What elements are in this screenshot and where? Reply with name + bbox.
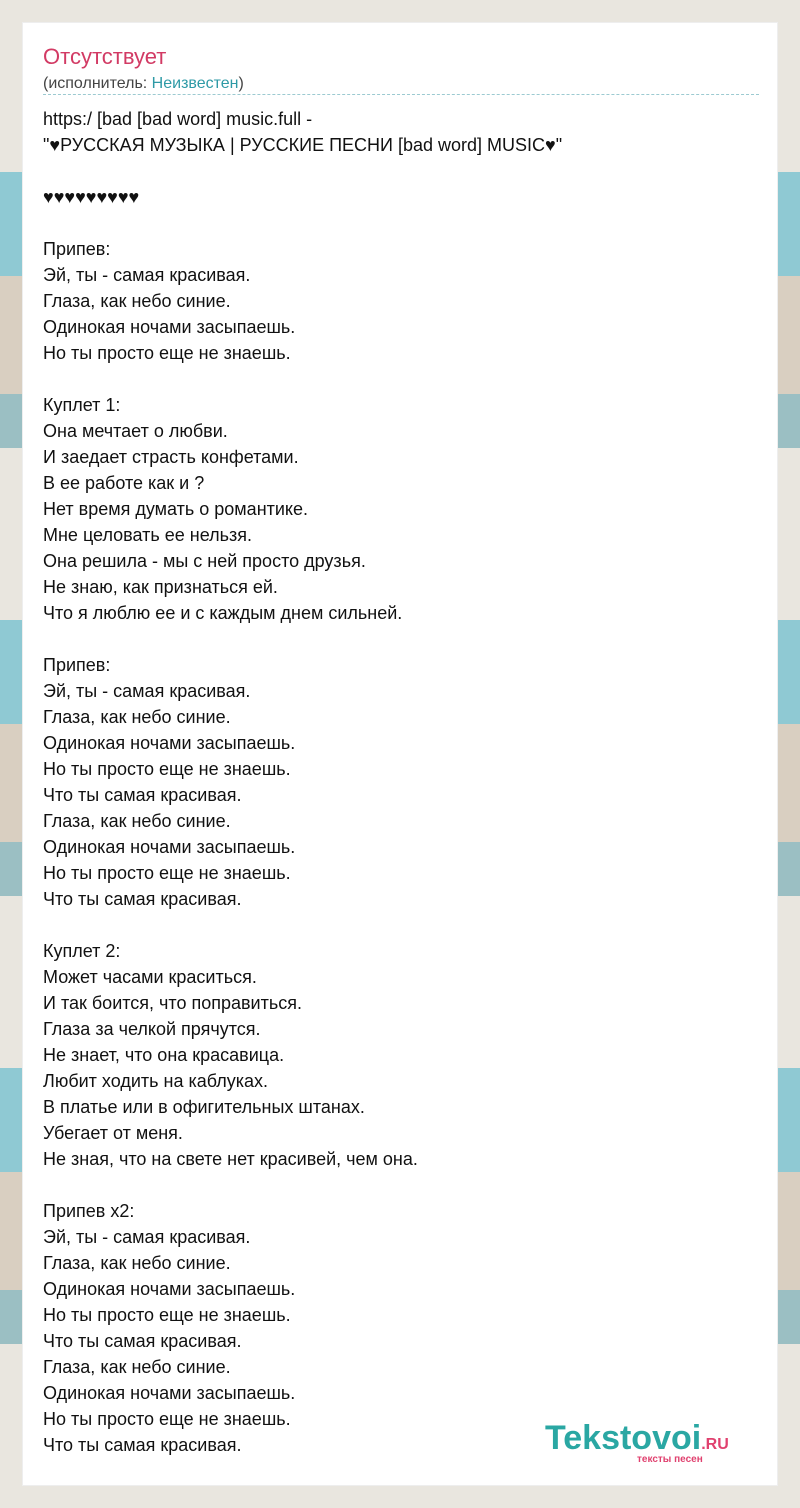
song-title: Отсутствует (43, 44, 167, 69)
logo-tagline: тексты песен (637, 1454, 703, 1465)
logo-tld: .RU (701, 1436, 729, 1453)
title-divider (43, 94, 759, 95)
artist-line (43, 74, 244, 94)
lyrics-card (22, 22, 778, 1486)
site-logo[interactable] (545, 1418, 755, 1466)
lyrics-text: https:/ [bad [bad word] music.full - "♥РУССКАЯ МУЗЫКА | РУССКИЕ ПЕСНИ [bad word] MUSIC♥" ♥♥♥♥♥♥♥♥♥ Припев: Эй, ты - самая красивая. Глаза, как небо синие. Одинокая ночами засыпаешь. Но ты просто еще не знаешь. Куплет 1: Она мечтает о любви. И заедает страсть конфетами. В ее работе как и ? Нет время думать о романтике. Мне целовать ее нельзя. Она решила - мы с ней просто друзья. Не знаю, как признаться ей. Что я люблю ее и с каждым днем сильней. Припев: Эй, ты - самая красивая. Глаза, как небо синие. Одинокая ночами засыпаешь. Но ты просто еще не знаешь. Что ты самая красивая. Глаза, как небо синие. Одинокая ночами засыпаешь. Но ты просто еще не знаешь. Что ты самая красивая. Куплет 2: Может часами краситься. И так боится, что поправиться. Глаза за челкой прячутся. Не знает, что она красавица. Любит ходить на каблуках. В платье или в офигительных штанах. Убегает от меня. Не зная, что на свете нет красивей, чем она. Припев x2: Эй, ты - самая красивая. Глаза, как небо синие. Одинокая ночами засыпаешь. Но ты просто еще не знаешь. Что ты самая красивая. Глаза, как небо синие. Одинокая ночами засыпаешь. Но ты просто еще не знаешь. Что ты самая красивая. (43, 109, 563, 1455)
artist-link[interactable]: Неизвестен (151, 75, 239, 92)
artist-suffix: ) (238, 75, 244, 92)
artist-prefix: (исполнитель: (43, 75, 152, 92)
logo-name: Tekstovoi (545, 1419, 702, 1457)
